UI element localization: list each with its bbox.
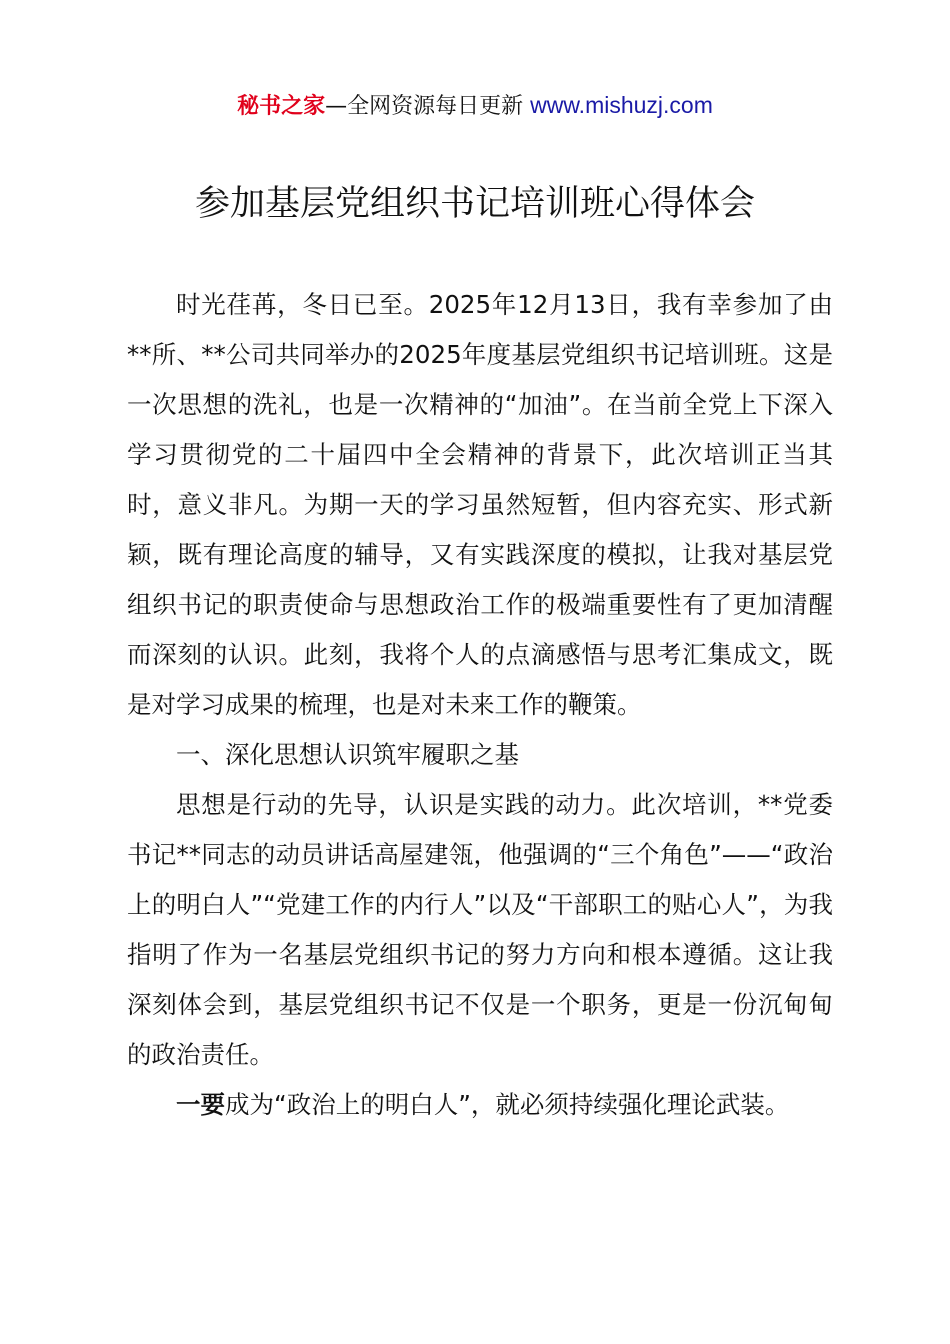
site-tagline: —全网资源每日更新 xyxy=(325,94,531,119)
paragraph-intro: 时光荏苒，冬日已至。2025年12月13日，我有幸参加了由**所、**公司共同举办的2025年度基层党组织书记培训班。这是一次思想的洗礼，也是一次精神的“加油”。在当前全党上下深入学习贯彻党的二十届四中全会精神的背景下，此次培训正当其时，意义非凡。为期一天的学习虽然短暂，但内容充实、形式新颖，既有理论高度的辅导，又有实践深度的模拟，让我对基层党组织书记的职责使命与思想政治工作的极端重要性有了更加清醒而深刻的认识。此刻，我将个人的点滴感悟与思考汇集成文，既是对学习成果的梳理，也是对未来工作的鞭策。 xyxy=(127,290,833,719)
site-header xyxy=(0,88,950,124)
site-url-link[interactable]: www.mishuzj.com xyxy=(530,92,713,118)
section-heading-1: 一、深化思想认识筑牢履职之基 xyxy=(176,740,519,769)
paragraph-section-1: 思想是行动的先导，认识是实践的动力。此次培训，**党委书记**同志的动员讲话高屋建瓴，他强调的“三个角色”——“政治上的明白人”“党建工作的内行人”以及“干部职工的贴心人”，为我指明了作为一名基层党组织书记的努力方向和根本遵循。这让我深刻体会到，基层党组织书记不仅是一个职务，更是一份沉甸甸的政治责任。 xyxy=(127,790,833,1069)
point-lead-text: 一要 xyxy=(176,1090,225,1119)
site-brand: 秘书之家 xyxy=(237,94,326,119)
paragraph-point-1 xyxy=(127,1080,833,1130)
document-title: 参加基层党组织书记培训班心得体会 xyxy=(194,184,755,224)
point-rest-text: 成为“政治上的明白人”，就必须持续强化理论武装。 xyxy=(225,1090,790,1119)
document-body xyxy=(127,280,833,1130)
